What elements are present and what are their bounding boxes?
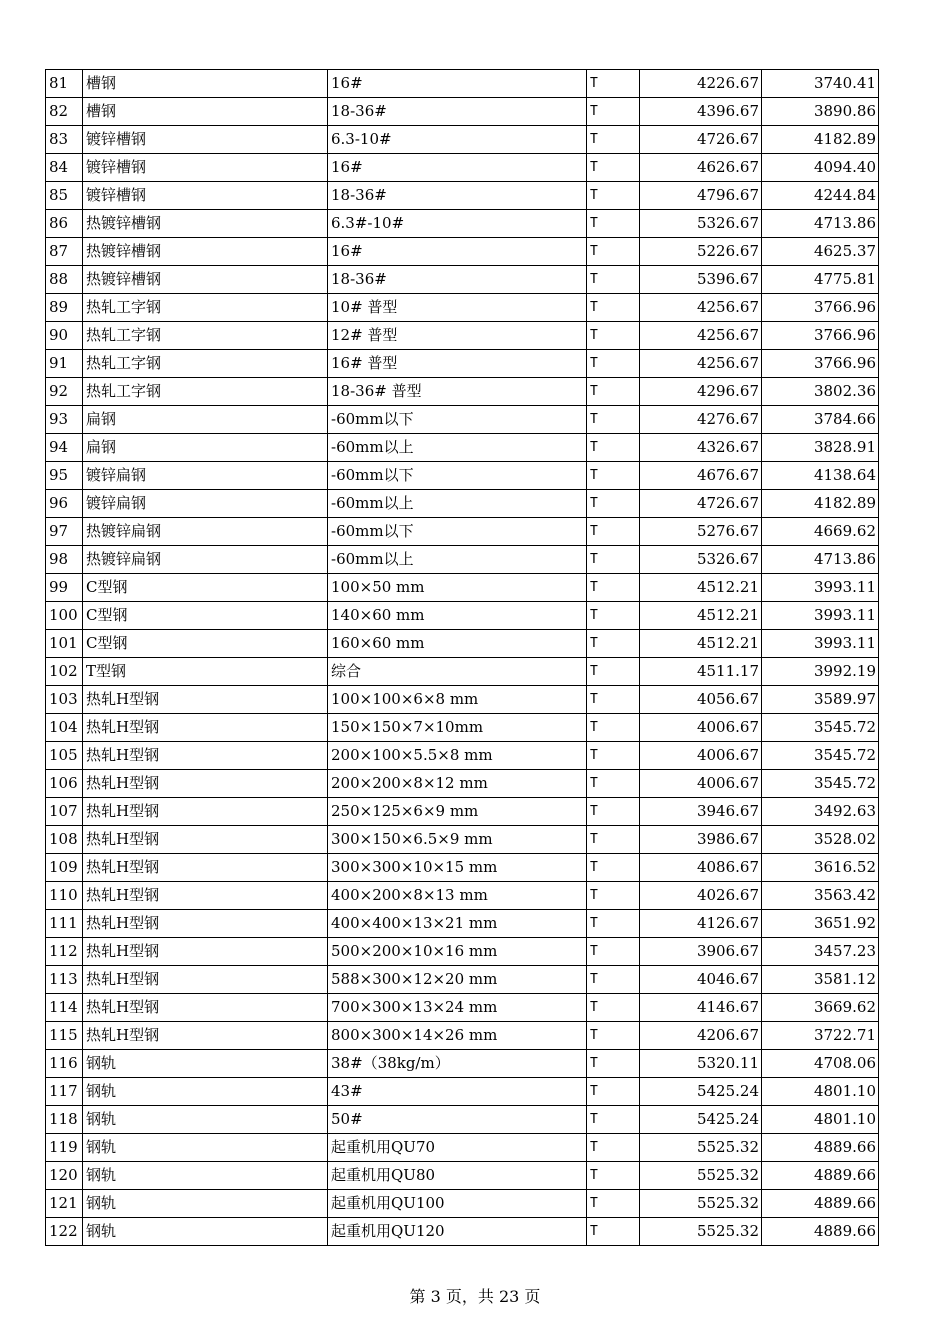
item-name: 钢轨 [83,1162,328,1190]
table-row [46,238,879,266]
price-excl-tax: 4138.64 [762,462,879,490]
item-unit: T [587,434,640,462]
table-row [46,882,879,910]
item-spec: 150×150×7×10mm [328,714,587,742]
row-number: 81 [46,70,83,98]
row-number: 94 [46,434,83,462]
item-name: 热轧工字钢 [83,378,328,406]
row-number: 112 [46,938,83,966]
table-row [46,350,879,378]
row-number: 102 [46,658,83,686]
price-excl-tax: 4713.86 [762,546,879,574]
item-spec: -60mm以下 [328,462,587,490]
item-unit: T [587,1134,640,1162]
price-incl-tax: 4226.67 [640,70,762,98]
price-excl-tax: 4182.89 [762,490,879,518]
price-incl-tax: 4146.67 [640,994,762,1022]
price-excl-tax: 4775.81 [762,266,879,294]
item-name: 热轧工字钢 [83,322,328,350]
price-excl-tax: 4708.06 [762,1050,879,1078]
price-incl-tax: 4206.67 [640,1022,762,1050]
item-name: 热轧H型钢 [83,966,328,994]
item-spec: 综合 [328,658,587,686]
table-row [46,1022,879,1050]
item-unit: T [587,546,640,574]
table-row [46,406,879,434]
table-row [46,686,879,714]
table-row [46,574,879,602]
price-incl-tax: 5320.11 [640,1050,762,1078]
item-name: 镀锌槽钢 [83,154,328,182]
price-excl-tax: 3581.12 [762,966,879,994]
item-name: 钢轨 [83,1050,328,1078]
item-unit: T [587,378,640,406]
table-row [46,1218,879,1246]
item-unit: T [587,882,640,910]
price-excl-tax: 4669.62 [762,518,879,546]
row-number: 108 [46,826,83,854]
item-unit: T [587,518,640,546]
item-spec: 800×300×14×26 mm [328,1022,587,1050]
item-name: 热轧H型钢 [83,826,328,854]
row-number: 93 [46,406,83,434]
item-spec: 起重机用QU70 [328,1134,587,1162]
item-name: 钢轨 [83,1218,328,1246]
row-number: 103 [46,686,83,714]
table-row [46,938,879,966]
item-spec: 16# [328,70,587,98]
price-excl-tax: 4889.66 [762,1190,879,1218]
price-excl-tax: 3545.72 [762,714,879,742]
item-name: 热轧H型钢 [83,882,328,910]
table-row [46,462,879,490]
item-spec: 500×200×10×16 mm [328,938,587,966]
item-name: 钢轨 [83,1190,328,1218]
price-excl-tax: 4625.37 [762,238,879,266]
row-number: 97 [46,518,83,546]
item-spec: 200×200×8×12 mm [328,770,587,798]
table-row [46,518,879,546]
item-spec: 700×300×13×24 mm [328,994,587,1022]
price-incl-tax: 3906.67 [640,938,762,966]
item-name: 镀锌扁钢 [83,462,328,490]
row-number: 105 [46,742,83,770]
table-row [46,602,879,630]
table-row [46,714,879,742]
price-incl-tax: 4046.67 [640,966,762,994]
price-incl-tax: 4256.67 [640,322,762,350]
table-row [46,322,879,350]
table-row [46,1050,879,1078]
row-number: 110 [46,882,83,910]
price-excl-tax: 3992.19 [762,658,879,686]
price-incl-tax: 4511.17 [640,658,762,686]
item-unit: T [587,126,640,154]
price-incl-tax: 4256.67 [640,350,762,378]
item-unit: T [587,574,640,602]
item-spec: 16# 普型 [328,350,587,378]
item-unit: T [587,322,640,350]
item-unit: T [587,826,640,854]
item-name: 热镀锌扁钢 [83,518,328,546]
item-spec: 300×150×6.5×9 mm [328,826,587,854]
item-spec: 140×60 mm [328,602,587,630]
row-number: 96 [46,490,83,518]
item-unit: T [587,1050,640,1078]
item-unit: T [587,462,640,490]
price-excl-tax: 4182.89 [762,126,879,154]
item-unit: T [587,910,640,938]
price-excl-tax: 4713.86 [762,210,879,238]
price-table-body [46,70,879,1246]
price-excl-tax: 3890.86 [762,98,879,126]
price-excl-tax: 3993.11 [762,574,879,602]
item-unit: T [587,966,640,994]
item-name: 扁钢 [83,406,328,434]
item-name: 槽钢 [83,98,328,126]
price-incl-tax: 4256.67 [640,294,762,322]
price-excl-tax: 3802.36 [762,378,879,406]
item-name: 热轧H型钢 [83,714,328,742]
table-row [46,210,879,238]
item-spec: 起重机用QU100 [328,1190,587,1218]
table-row [46,854,879,882]
row-number: 107 [46,798,83,826]
price-incl-tax: 5525.32 [640,1162,762,1190]
table-row [46,434,879,462]
price-incl-tax: 4006.67 [640,714,762,742]
price-excl-tax: 3993.11 [762,630,879,658]
table-row [46,742,879,770]
item-name: 热轧工字钢 [83,350,328,378]
table-row [46,826,879,854]
price-incl-tax: 4676.67 [640,462,762,490]
row-number: 83 [46,126,83,154]
table-row [46,126,879,154]
price-excl-tax: 3528.02 [762,826,879,854]
price-excl-tax: 4244.84 [762,182,879,210]
row-number: 90 [46,322,83,350]
item-unit: T [587,266,640,294]
price-excl-tax: 4889.66 [762,1162,879,1190]
price-incl-tax: 4276.67 [640,406,762,434]
price-incl-tax: 4512.21 [640,602,762,630]
row-number: 114 [46,994,83,1022]
item-name: 镀锌槽钢 [83,182,328,210]
item-name: 热轧H型钢 [83,994,328,1022]
row-number: 85 [46,182,83,210]
item-name: 热轧H型钢 [83,1022,328,1050]
table-row [46,546,879,574]
price-incl-tax: 5226.67 [640,238,762,266]
item-name: 热轧H型钢 [83,742,328,770]
item-spec: 10# 普型 [328,294,587,322]
table-row [46,154,879,182]
price-excl-tax: 3545.72 [762,770,879,798]
price-excl-tax: 3722.71 [762,1022,879,1050]
item-spec: 6.3-10# [328,126,587,154]
item-spec: 588×300×12×20 mm [328,966,587,994]
table-row [46,182,879,210]
price-excl-tax: 4801.10 [762,1106,879,1134]
price-incl-tax: 4512.21 [640,630,762,658]
price-excl-tax: 3766.96 [762,294,879,322]
item-name: C型钢 [83,602,328,630]
price-excl-tax: 3669.62 [762,994,879,1022]
row-number: 82 [46,98,83,126]
table-row [46,266,879,294]
item-name: 钢轨 [83,1106,328,1134]
item-unit: T [587,994,640,1022]
item-spec: 18-36# 普型 [328,378,587,406]
item-unit: T [587,238,640,266]
item-unit: T [587,658,640,686]
item-spec: 18-36# [328,182,587,210]
price-incl-tax: 5326.67 [640,546,762,574]
table-row [46,1106,879,1134]
price-excl-tax: 3545.72 [762,742,879,770]
table-row [46,1134,879,1162]
item-name: C型钢 [83,630,328,658]
item-unit: T [587,742,640,770]
item-unit: T [587,798,640,826]
price-excl-tax: 3492.63 [762,798,879,826]
table-row [46,378,879,406]
price-incl-tax: 4726.67 [640,490,762,518]
price-excl-tax: 3740.41 [762,70,879,98]
price-excl-tax: 3766.96 [762,322,879,350]
item-unit: T [587,770,640,798]
row-number: 119 [46,1134,83,1162]
item-name: 镀锌扁钢 [83,490,328,518]
item-name: 热轧工字钢 [83,294,328,322]
price-incl-tax: 3986.67 [640,826,762,854]
table-row [46,994,879,1022]
price-excl-tax: 3616.52 [762,854,879,882]
price-excl-tax: 4889.66 [762,1218,879,1246]
item-spec: 250×125×6×9 mm [328,798,587,826]
item-spec: -60mm以下 [328,518,587,546]
price-incl-tax: 4796.67 [640,182,762,210]
table-row [46,98,879,126]
price-incl-tax: 5276.67 [640,518,762,546]
price-table [45,69,879,1246]
price-incl-tax: 4396.67 [640,98,762,126]
item-unit: T [587,98,640,126]
price-incl-tax: 5525.32 [640,1134,762,1162]
table-row [46,1078,879,1106]
item-unit: T [587,854,640,882]
price-incl-tax: 5396.67 [640,266,762,294]
item-unit: T [587,210,640,238]
item-spec: 16# [328,238,587,266]
row-number: 91 [46,350,83,378]
price-incl-tax: 3946.67 [640,798,762,826]
item-spec: 12# 普型 [328,322,587,350]
row-number: 116 [46,1050,83,1078]
price-incl-tax: 4026.67 [640,882,762,910]
price-incl-tax: 5425.24 [640,1078,762,1106]
item-name: 热轧H型钢 [83,798,328,826]
price-excl-tax: 4094.40 [762,154,879,182]
row-number: 99 [46,574,83,602]
price-excl-tax: 3457.23 [762,938,879,966]
row-number: 122 [46,1218,83,1246]
item-spec: 起重机用QU120 [328,1218,587,1246]
item-unit: T [587,1218,640,1246]
price-excl-tax: 3766.96 [762,350,879,378]
row-number: 100 [46,602,83,630]
price-excl-tax: 4801.10 [762,1078,879,1106]
item-unit: T [587,686,640,714]
item-unit: T [587,714,640,742]
item-unit: T [587,1078,640,1106]
price-excl-tax: 3651.92 [762,910,879,938]
row-number: 95 [46,462,83,490]
item-spec: -60mm以下 [328,406,587,434]
item-name: 热镀锌槽钢 [83,210,328,238]
table-row [46,658,879,686]
item-name: 热轧H型钢 [83,938,328,966]
item-name: 钢轨 [83,1134,328,1162]
row-number: 118 [46,1106,83,1134]
item-unit: T [587,350,640,378]
price-excl-tax: 3563.42 [762,882,879,910]
row-number: 84 [46,154,83,182]
item-spec: 18-36# [328,266,587,294]
price-excl-tax: 4889.66 [762,1134,879,1162]
price-incl-tax: 4626.67 [640,154,762,182]
table-row [46,966,879,994]
price-incl-tax: 4086.67 [640,854,762,882]
price-incl-tax: 4512.21 [640,574,762,602]
item-name: C型钢 [83,574,328,602]
item-unit: T [587,630,640,658]
item-name: 镀锌槽钢 [83,126,328,154]
item-spec: 200×100×5.5×8 mm [328,742,587,770]
item-unit: T [587,938,640,966]
item-name: 扁钢 [83,434,328,462]
price-incl-tax: 5425.24 [640,1106,762,1134]
item-spec: 400×400×13×21 mm [328,910,587,938]
row-number: 86 [46,210,83,238]
table-row [46,294,879,322]
item-spec: 起重机用QU80 [328,1162,587,1190]
item-name: 热镀锌扁钢 [83,546,328,574]
price-incl-tax: 4056.67 [640,686,762,714]
item-unit: T [587,1022,640,1050]
row-number: 113 [46,966,83,994]
price-excl-tax: 3993.11 [762,602,879,630]
price-incl-tax: 5525.32 [640,1218,762,1246]
item-unit: T [587,294,640,322]
item-unit: T [587,182,640,210]
row-number: 115 [46,1022,83,1050]
row-number: 121 [46,1190,83,1218]
price-incl-tax: 4006.67 [640,742,762,770]
item-spec: -60mm以上 [328,546,587,574]
item-name: 槽钢 [83,70,328,98]
table-row [46,630,879,658]
row-number: 109 [46,854,83,882]
item-unit: T [587,70,640,98]
item-name: 钢轨 [83,1078,328,1106]
item-spec: 6.3#-10# [328,210,587,238]
item-unit: T [587,1162,640,1190]
item-name: 热轧H型钢 [83,910,328,938]
price-incl-tax: 5326.67 [640,210,762,238]
row-number: 89 [46,294,83,322]
item-unit: T [587,1190,640,1218]
item-spec: 50# [328,1106,587,1134]
item-spec: 160×60 mm [328,630,587,658]
item-spec: -60mm以上 [328,434,587,462]
item-spec: 300×300×10×15 mm [328,854,587,882]
item-spec: 400×200×8×13 mm [328,882,587,910]
row-number: 117 [46,1078,83,1106]
item-name: 热镀锌槽钢 [83,266,328,294]
row-number: 120 [46,1162,83,1190]
item-name: 热镀锌槽钢 [83,238,328,266]
item-spec: -60mm以上 [328,490,587,518]
table-row [46,798,879,826]
item-unit: T [587,602,640,630]
price-excl-tax: 3784.66 [762,406,879,434]
item-spec: 38#（38kg/m） [328,1050,587,1078]
item-name: 热轧H型钢 [83,854,328,882]
row-number: 87 [46,238,83,266]
item-spec: 100×100×6×8 mm [328,686,587,714]
row-number: 88 [46,266,83,294]
row-number: 98 [46,546,83,574]
price-incl-tax: 4006.67 [640,770,762,798]
table-row [46,70,879,98]
price-excl-tax: 3828.91 [762,434,879,462]
item-name: 热轧H型钢 [83,686,328,714]
item-unit: T [587,490,640,518]
item-spec: 43# [328,1078,587,1106]
table-row [46,1162,879,1190]
item-spec: 18-36# [328,98,587,126]
item-unit: T [587,154,640,182]
row-number: 104 [46,714,83,742]
item-name: T型钢 [83,658,328,686]
table-row [46,770,879,798]
item-unit: T [587,406,640,434]
table-row [46,910,879,938]
table-row [46,1190,879,1218]
item-name: 热轧H型钢 [83,770,328,798]
row-number: 101 [46,630,83,658]
price-incl-tax: 5525.32 [640,1190,762,1218]
row-number: 106 [46,770,83,798]
price-incl-tax: 4126.67 [640,910,762,938]
table-row [46,490,879,518]
price-excl-tax: 3589.97 [762,686,879,714]
item-spec: 100×50 mm [328,574,587,602]
price-incl-tax: 4296.67 [640,378,762,406]
price-incl-tax: 4726.67 [640,126,762,154]
price-incl-tax: 4326.67 [640,434,762,462]
row-number: 111 [46,910,83,938]
page-footer: 第 3 页，共 23 页 [409,1287,541,1306]
row-number: 92 [46,378,83,406]
item-unit: T [587,1106,640,1134]
item-spec: 16# [328,154,587,182]
